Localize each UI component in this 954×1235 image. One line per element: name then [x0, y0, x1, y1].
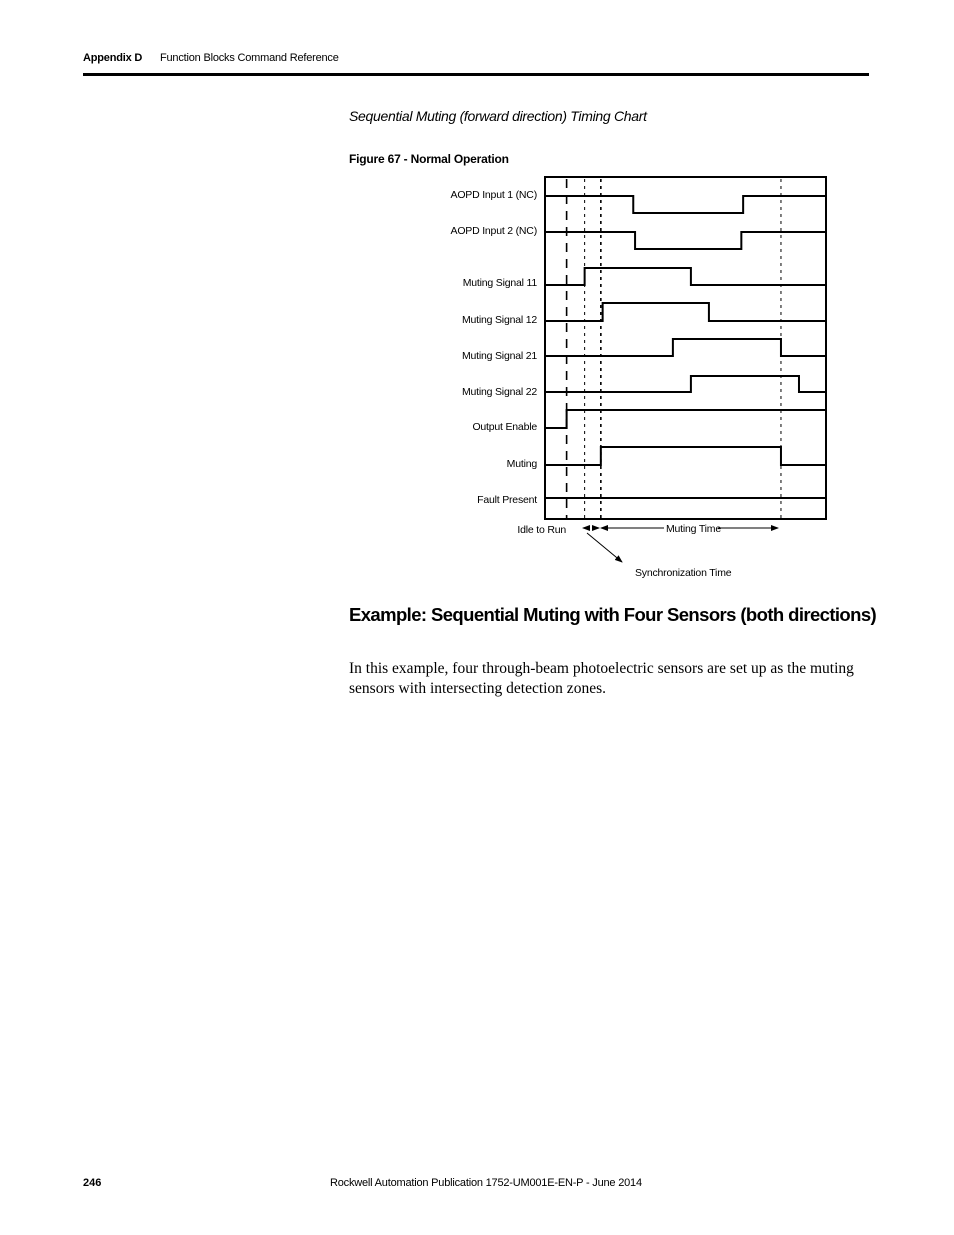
signal-trace-8 — [545, 447, 826, 465]
figure-caption: Figure 67 - Normal Operation — [349, 152, 509, 166]
header-section-title: Function Blocks Command Reference — [160, 52, 339, 64]
signal-label-6: Muting Signal 22 — [461, 386, 537, 398]
signal-trace-1 — [545, 196, 826, 213]
signal-label-5: Muting Signal 21 — [461, 350, 537, 362]
signal-trace-3 — [545, 268, 826, 285]
chart-heading: Sequential Muting (forward direction) Timing Chart — [349, 108, 647, 124]
section-title: Example: Sequential Muting with Four Sensors (both directions) — [349, 604, 877, 625]
synchronization-time-label: Synchronization Time — [635, 567, 732, 579]
header-appendix: Appendix D — [83, 52, 143, 64]
muting-time-label: Muting Time — [666, 523, 721, 535]
signal-label-4: Muting Signal 12 — [461, 314, 537, 326]
signal-label-2: AOPD Input 2 (NC) — [450, 225, 537, 237]
signal-trace-7 — [545, 410, 826, 428]
signal-trace-6 — [545, 376, 826, 392]
timing-chart-frame — [545, 177, 826, 519]
signal-label-3: Muting Signal 11 — [462, 277, 537, 289]
body-paragraph: In this example, four through-beam photoelectric sensors are set up as the muting sensors with intersecting detection zones. — [349, 660, 854, 697]
timing-chart — [0, 0, 954, 600]
signal-label-8: Muting — [506, 458, 537, 470]
page-number: 246 — [83, 1177, 102, 1189]
sync-time-pointer — [587, 533, 622, 562]
signal-trace-2 — [545, 232, 826, 249]
publication-info: Rockwell Automation Publication 1752-UM001E-EN-P - June 2014 — [330, 1177, 642, 1189]
signal-label-1: AOPD Input 1 (NC) — [450, 189, 537, 201]
signal-label-7: Output Enable — [472, 421, 537, 433]
signal-label-9: Fault Present — [477, 494, 537, 506]
signal-trace-5 — [545, 339, 826, 356]
idle-to-run-label: Idle to Run — [517, 524, 566, 536]
signal-trace-4 — [545, 303, 826, 321]
